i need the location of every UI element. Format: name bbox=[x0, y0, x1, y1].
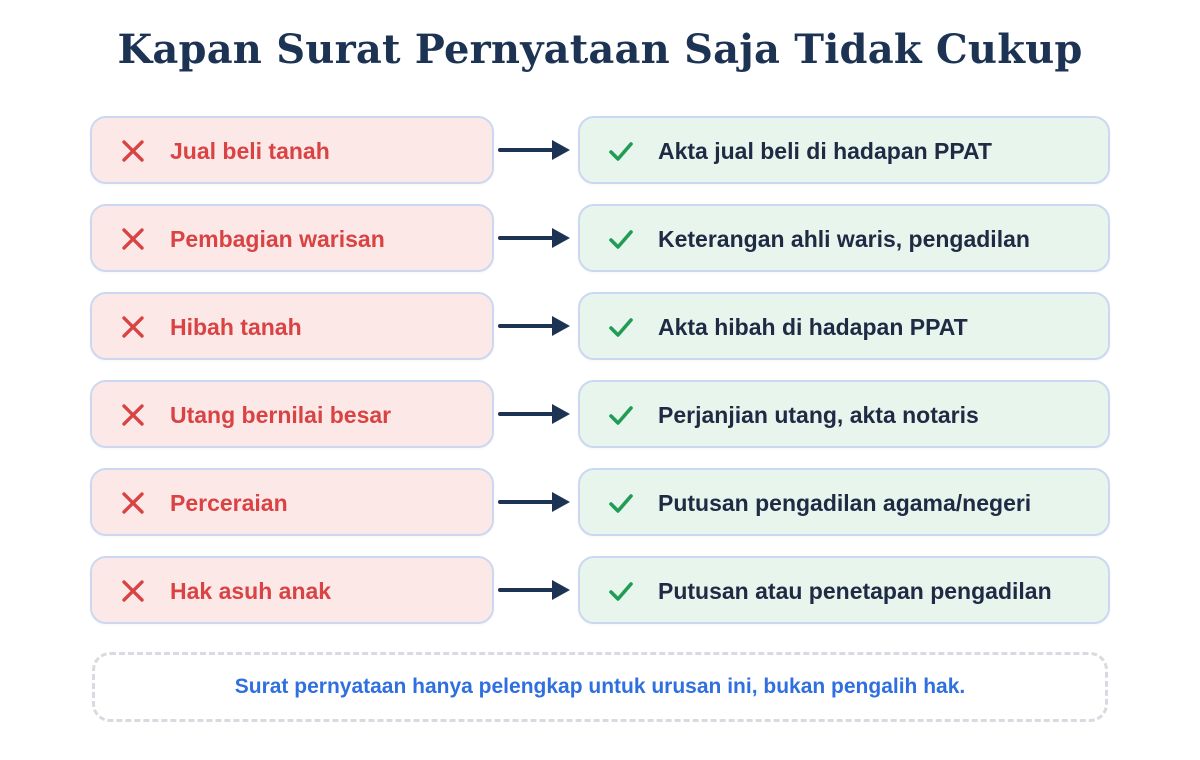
solution-label: Keterangan ahli waris, pengadilan bbox=[658, 226, 1030, 252]
check-icon bbox=[608, 490, 634, 516]
cross-icon bbox=[120, 402, 146, 428]
solution-card bbox=[578, 380, 1110, 448]
arrow-right-icon bbox=[498, 226, 572, 250]
cross-icon bbox=[120, 490, 146, 516]
check-icon bbox=[608, 314, 634, 340]
problem-card bbox=[90, 380, 494, 448]
problem-card bbox=[90, 292, 494, 360]
problem-label: Jual beli tanah bbox=[170, 138, 330, 164]
solution-label: Putusan pengadilan agama/negeri bbox=[658, 490, 1032, 516]
arrow-right-icon bbox=[498, 490, 572, 514]
problem-card bbox=[90, 556, 494, 624]
comparison-row bbox=[90, 116, 1110, 188]
cross-icon bbox=[120, 226, 146, 252]
problem-card bbox=[90, 204, 494, 272]
solution-card bbox=[578, 556, 1110, 624]
solution-label: Akta jual beli di hadapan PPAT bbox=[658, 138, 992, 164]
problem-label: Utang bernilai besar bbox=[170, 402, 392, 428]
comparison-row bbox=[90, 292, 1110, 364]
solution-card bbox=[578, 292, 1110, 360]
arrow-right-icon bbox=[498, 402, 572, 426]
arrow-right-icon bbox=[498, 578, 572, 602]
cross-icon bbox=[120, 138, 146, 164]
problem-label: Perceraian bbox=[170, 490, 288, 516]
comparison-row bbox=[90, 380, 1110, 452]
check-icon bbox=[608, 578, 634, 604]
solution-card bbox=[578, 468, 1110, 536]
check-icon bbox=[608, 138, 634, 164]
solution-label: Akta hibah di hadapan PPAT bbox=[658, 314, 968, 340]
cross-icon bbox=[120, 314, 146, 340]
solution-card bbox=[578, 116, 1110, 184]
solution-card bbox=[578, 204, 1110, 272]
check-icon bbox=[608, 402, 634, 428]
problem-label: Pembagian warisan bbox=[170, 226, 385, 252]
comparison-row bbox=[90, 468, 1110, 540]
footnote-text: Surat pernyataan hanya pelengkap untuk urusan ini, bukan pengalih hak. bbox=[234, 675, 966, 698]
arrow-right-icon bbox=[498, 314, 572, 338]
solution-label: Putusan atau penetapan pengadilan bbox=[658, 578, 1052, 604]
page-title: Kapan Surat Pernyataan Saja Tidak Cukup bbox=[117, 26, 1083, 73]
solution-label: Perjanjian utang, akta notaris bbox=[658, 402, 979, 428]
footnote-box bbox=[92, 652, 1108, 722]
cross-icon bbox=[120, 578, 146, 604]
problem-card bbox=[90, 116, 494, 184]
check-icon bbox=[608, 226, 634, 252]
comparison-row bbox=[90, 204, 1110, 276]
arrow-right-icon bbox=[498, 138, 572, 162]
comparison-row bbox=[90, 556, 1110, 628]
problem-label: Hibah tanah bbox=[170, 314, 302, 340]
problem-card bbox=[90, 468, 494, 536]
problem-label: Hak asuh anak bbox=[170, 578, 332, 604]
